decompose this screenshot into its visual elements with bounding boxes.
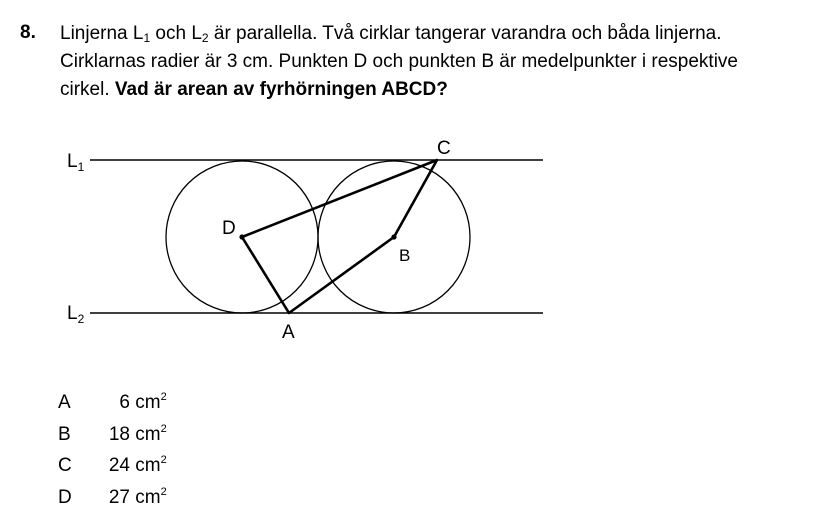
center-point-b (391, 234, 396, 239)
label-point-d: D (222, 218, 236, 239)
question-number: 8. (20, 22, 36, 43)
label-point-c: C (437, 138, 451, 159)
option-value: 27 $cm^2$ (108, 485, 167, 508)
option-value: 24 $cm^2$ (108, 454, 167, 476)
question-text (60, 20, 810, 104)
geometry-figure (0, 130, 823, 350)
option-letter: B (58, 423, 71, 445)
label-l1: $L_1$ (67, 151, 85, 174)
center-point-d (239, 234, 244, 239)
option-value: 6 $cm^2$ (119, 391, 167, 413)
question-line-2: Cirklarnas radier är 3 cm. Punkten D och punkten B är medelpunkter i respektive (60, 51, 738, 72)
question-line-3: cirkel. Vad är arean av fyrhörningen ABCD? (60, 79, 448, 100)
question-prompt: Vad är arean av fyrhörningen ABCD? (114, 79, 448, 100)
option-letter: A (58, 392, 71, 413)
label-l2: $L_2$ (67, 303, 85, 326)
option-letter: C (58, 455, 72, 476)
label-point-b: B (399, 246, 411, 265)
question-line-1: Linjerna $L_1$ och $L_2$ är parallella. Två cirklar tangerar varandra och båda linjerna. (60, 23, 722, 45)
option-value: 18 $cm^2$ (108, 422, 167, 445)
option-letter: D (58, 486, 72, 508)
label-point-a: A (282, 322, 295, 343)
